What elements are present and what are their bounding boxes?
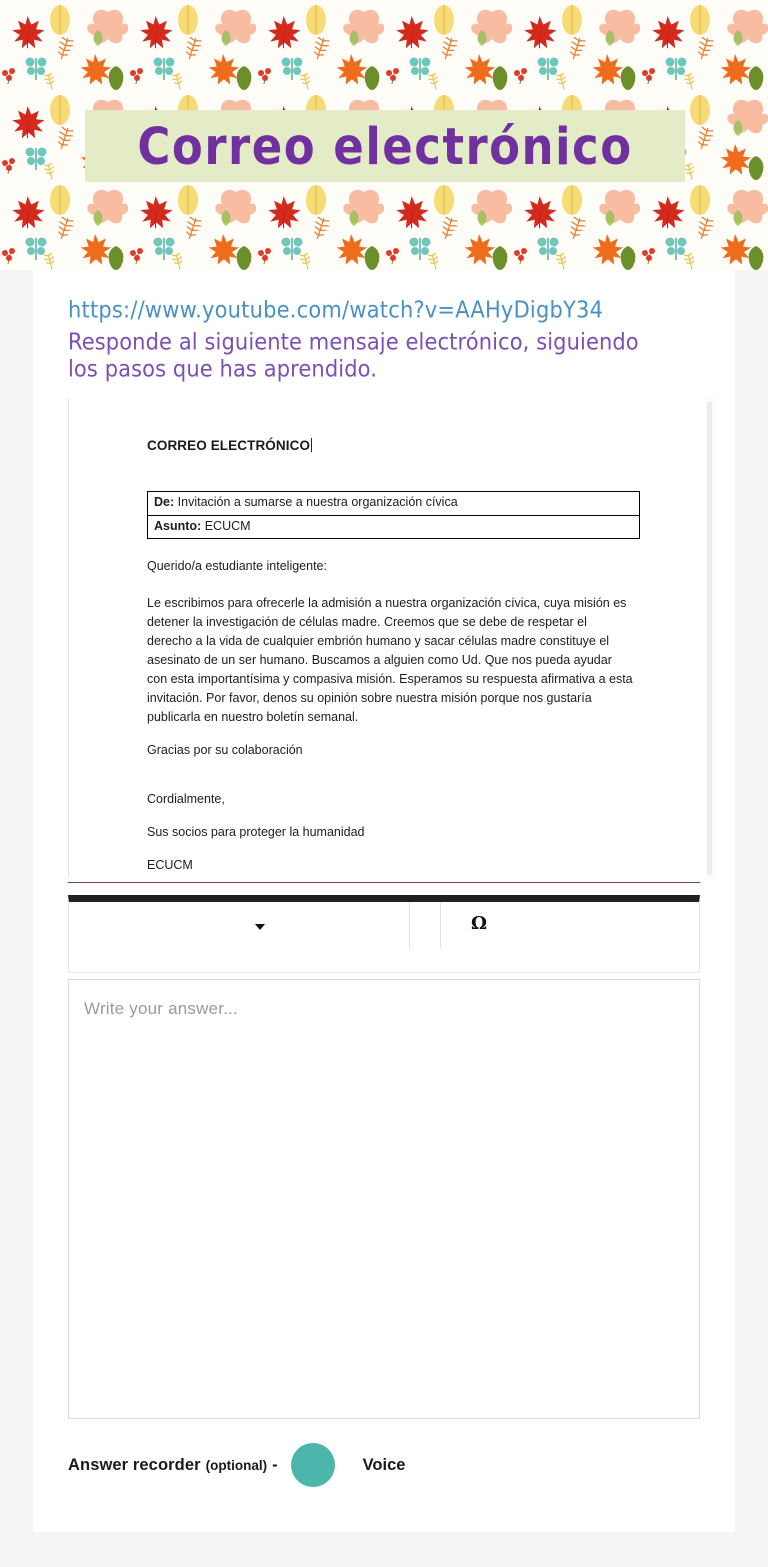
- header-banner: [0, 0, 768, 270]
- text-cursor: [311, 438, 312, 452]
- instruction-line-2: los pasos que has aprendido.: [68, 356, 377, 383]
- email-preview-frame: [68, 398, 716, 878]
- email-subject-label: Asunto:: [154, 518, 202, 533]
- email-content: [69, 398, 699, 875]
- title-band: [85, 110, 685, 182]
- email-body: Le escribimos para ofrecerle la admisión a nuestra organización cívica, cuya misión es detener la investigación de células madre. Creemos que se debe de respetar el derecho a la vida de cualquier embrión humano y sacar células madre constituye el asesinato de un ser humano. Buscamos a alguien como Ud. Que nos pueda ayudar con esta importantísima y compasiva misión. Esperamos su respuesta afirmativa a esta invitación. Por favor, denos su opinión sobre nuestra misión porque nos gustaría publicarla en nuestro boletín semanal.: [147, 596, 633, 725]
- editor-toolbar[interactable]: [68, 895, 700, 973]
- email-thanks: Gracias por su colaboración: [147, 743, 303, 758]
- email-sender: ECUCM: [147, 858, 193, 873]
- email-scrollbar-thumb[interactable]: [707, 401, 712, 875]
- email-from-label: De:: [154, 495, 175, 509]
- answer-input[interactable]: [68, 979, 700, 1419]
- email-salutation: Querido/a estudiante inteligente:: [147, 559, 327, 574]
- answer-recorder-row: [68, 1442, 668, 1488]
- instructions-block: [68, 297, 708, 382]
- voice-label: Voice: [362, 1455, 406, 1474]
- special-character-icon[interactable]: Ω: [471, 913, 488, 934]
- email-meta-table: [147, 491, 640, 539]
- email-subject-value: ECUCM: [204, 518, 251, 533]
- section-divider: [68, 882, 700, 883]
- email-scrollbar[interactable]: [706, 398, 715, 878]
- chevron-down-icon[interactable]: [255, 924, 265, 930]
- toolbar-divider-2: [440, 902, 441, 948]
- page-title: Correo electrónico: [137, 116, 633, 176]
- email-heading-text: CORREO ELECTRÓNICO: [147, 438, 311, 453]
- toolbar-divider-1: [409, 902, 410, 948]
- email-heading: [147, 438, 669, 453]
- recorder-optional-label: (optional): [205, 1457, 268, 1473]
- record-button[interactable]: [291, 1443, 335, 1487]
- email-closing: Cordialmente,: [147, 792, 225, 807]
- content-card: [33, 270, 735, 1532]
- answer-placeholder: Write your answer...: [84, 999, 238, 1018]
- email-from-row: [148, 492, 639, 516]
- recorder-label: Answer recorder: [68, 1455, 201, 1474]
- video-url[interactable]: https://www.youtube.com/watch?v=AAHyDigbY34: [68, 297, 604, 323]
- recorder-dash: -: [272, 1455, 278, 1474]
- instruction-line-1: Responde al siguiente mensaje electrónico, siguiendo: [68, 328, 639, 355]
- email-subject-row: [148, 516, 639, 540]
- email-from-value: Invitación a sumarse a nuestra organización cívica: [177, 495, 458, 509]
- email-signature: Sus socios para proteger la humanidad: [147, 825, 365, 840]
